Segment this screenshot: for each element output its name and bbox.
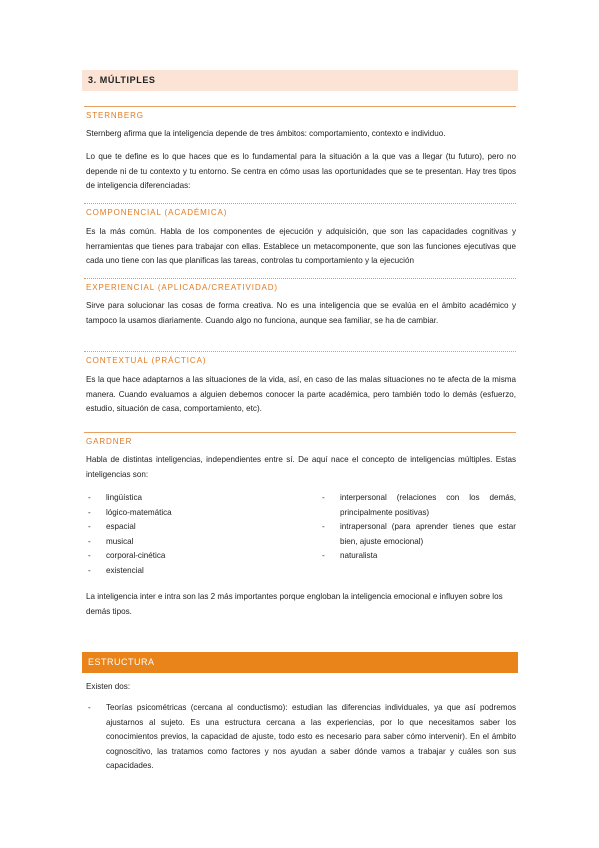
divider	[84, 106, 516, 107]
heading-componencial: COMPONENCIAL (ACADÉMICA)	[86, 208, 228, 217]
list-item: - lingüística	[88, 491, 288, 506]
divider	[84, 432, 516, 433]
list-item: - Teorías psicométricas (cercana al conductismo): estudian las diferencias individuales, ya que así podremos ajustarnos al sujeto. Es una estructura cercana a las experiencias, por lo que necesitamos saber los conocimientos previos, la capacidad de ajuste, todo esto es necesario para saber cómo intervenir). En el ámbito cognoscitivo, las tratamos como factores y nos ayudan a saber dónde vamos a trabajar y cuáles son sus capacidades.	[88, 701, 516, 774]
experiencial-paragraph: Sirve para solucionar las cosas de forma creativa. No es una inteligencia que se evalúa en el ámbito académico y tampoco la usamos diariamente. Cuando algo no funciona, aunque sea familiar, se ha de cambiar.	[86, 301, 516, 325]
heading-contextual: CONTEXTUAL (PRÁCTICA)	[86, 356, 207, 365]
componencial-paragraph: Es la más común. Habla de los componentes de ejecución y adquisición, que son las capacidades cognitivas y herramientas que tienes para trabajar con ellas. Establece un metacomponente, que son las funciones ejecutivas que cada uno tiene con las que planificas las tareas, controlas tu comportamiento y la ejecución	[86, 227, 516, 265]
estructura-list	[88, 701, 516, 774]
sternberg-paragraph-2: Lo que te define es lo que haces que es lo fundamental para la situación a la que vas a llegar (tu futuro), pero no depende ni de tu contexto y tu entorno. Se centra en cómo usas las oportunidades que se te presentan. Hay tres tipos de inteligencia diferenciadas:	[86, 152, 516, 190]
gardner-list-left	[88, 491, 288, 578]
gardner-intro: Habla de distintas inteligencias, independientes entre sí. De aquí nace el concepto de inteligencias múltiples. Estas inteligencias son:	[86, 455, 516, 479]
list-item: - interpersonal (relaciones con los demás, principalmente positivas)	[322, 491, 516, 520]
sternberg-paragraph-1: Sternberg afirma que la inteligencia depende de tres ámbitos: comportamiento, contexto e individuo.	[86, 129, 446, 138]
contextual-paragraph: Es la que hace adaptarnos a las situaciones de la vida, así, en caso de las malas situaciones no te afecta de la misma manera. Cuando evaluamos a alguien debemos conocer la parte académica, pero también todo lo demás (esfuerzo, estudio, situación de casa, comportamiento, etc).	[86, 375, 516, 413]
list-item: - lógico-matemática	[88, 506, 288, 521]
heading-sternberg: STERNBERG	[86, 111, 144, 120]
divider	[84, 351, 516, 352]
section-title-estructura: ESTRUCTURA	[82, 652, 518, 673]
gardner-closing: La inteligencia inter e intra son las 2 más importantes porque engloban la inteligencia emocional e influyen sobre los demás tipos.	[86, 592, 503, 616]
list-item: - intrapersonal (para aprender tienes que estar bien, ajuste emocional)	[322, 520, 516, 549]
list-item: - espacial	[88, 520, 288, 535]
list-item: - musical	[88, 535, 288, 550]
gardner-list-right	[322, 491, 516, 564]
list-item: - corporal-cinética	[88, 549, 288, 564]
list-item: - naturalista	[322, 549, 516, 564]
section-title-multiples: 3. MÚLTIPLES	[82, 70, 518, 91]
heading-experiencial: EXPERIENCIAL (APLICADA/CREATIVIDAD)	[86, 283, 278, 292]
heading-gardner: GARDNER	[86, 437, 133, 446]
divider	[84, 203, 516, 204]
estructura-intro: Existen dos:	[86, 682, 131, 691]
list-item: - existencial	[88, 564, 288, 579]
divider	[84, 278, 516, 279]
